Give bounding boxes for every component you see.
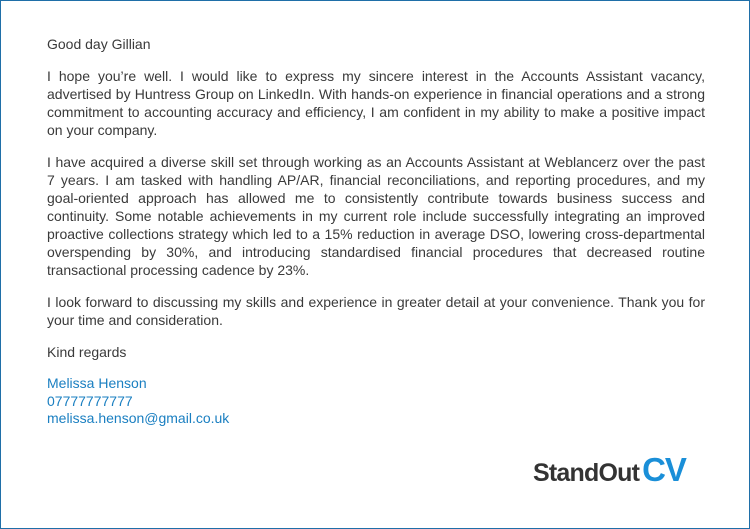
cover-letter-body [47, 35, 705, 428]
letter-paragraph-experience: I have acquired a diverse skill set through working as an Accounts Assistant at Weblancerz over the past 7 years. I am tasked with handling AP/AR, financial reconciliations, and reporting procedures, and my goal-oriented approach has allowed me to consistently contribute towards business success and continuity. Some notable achievements in my current role include successfully integrating an improved proactive collections strategy which led to a 15% reduction in average DSO, lowering cross-departmental overspending by 30%, and introducing standardised financial procedures that decreased routine transactional processing cadence by 23%. [47, 154, 705, 278]
logo-cv-mark: CV [642, 451, 686, 488]
letter-paragraph-intro: I hope you’re well. I would like to express my sincere interest in the Accounts Assistant vacancy, advertised by Huntress Group on LinkedIn. With hands-on experience in financial operations and a strong commitment to accounting accuracy and efficiency, I am confident in my ability to make a positive impact on your company. [47, 68, 705, 138]
signature-name: Melissa Henson [47, 375, 147, 391]
signature-block [47, 375, 705, 428]
logo-wordmark: StandOut [533, 459, 640, 487]
letter-signoff: Kind regards [47, 344, 127, 360]
standout-cv-logo [533, 453, 686, 486]
signature-phone: 07777777777 [47, 392, 133, 409]
signature-email: melissa.henson@gmail.co.uk [47, 410, 230, 426]
letter-greeting: Good day Gillian [47, 36, 151, 52]
letter-paragraph-closing: I look forward to discussing my skills and experience in greater detail at your convenience. Thank you for your time and consideration. [47, 294, 705, 328]
